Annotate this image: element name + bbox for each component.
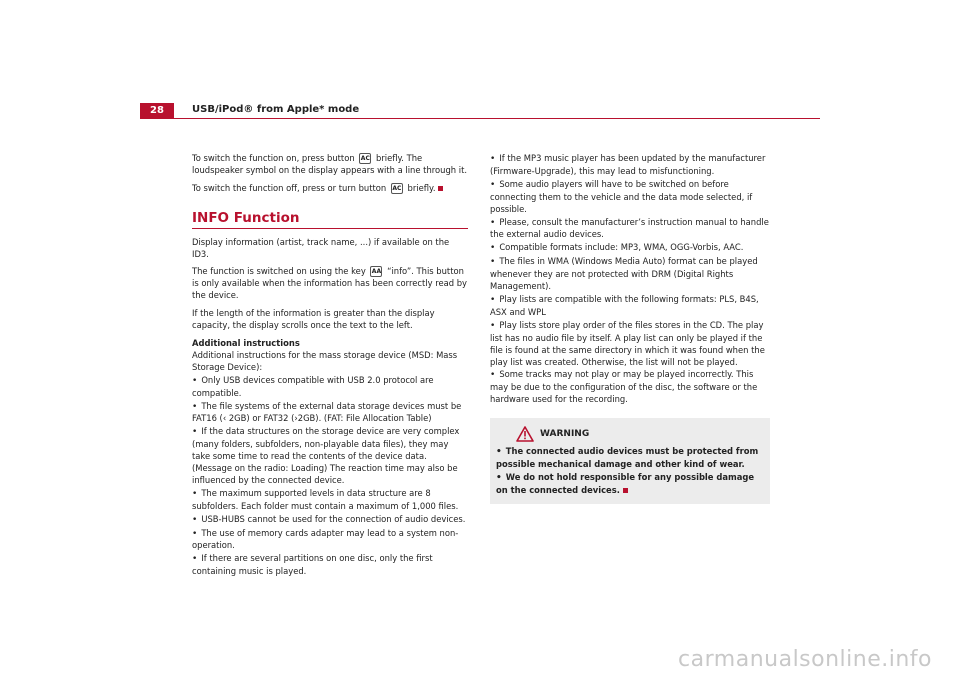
- warning-title: WARNING: [540, 429, 590, 440]
- bullet-icon: •: [192, 401, 198, 412]
- bullet-icon: •: [496, 447, 502, 458]
- list-item: • If the data structures on the storage device are very complex (many folders, subfolders, non-playable data files), they may take some time to read the contents of the device data. (Message on the radio: Loading) The reaction time may also be influenced by the connected device.: [192, 426, 460, 485]
- section-title: INFO Function: [192, 213, 468, 229]
- list-item: • Some tracks may not play or may be played incorrectly. This may be due to the configuration of the disc, the software or the hardware used for the recording.: [490, 369, 758, 405]
- list-item: • The file systems of the external data storage devices must be FAT16 (‹ 2GB) or FAT32 (›2GB). (FAT: File Allocation Table): [192, 400, 462, 424]
- page-number: 28: [140, 103, 174, 119]
- list-item: • If there are several partitions on one disc, only the first containing music is played.: [192, 553, 433, 577]
- warning-header: [496, 426, 764, 446]
- list-item: • Compatible formats include: MP3, WMA, OGG-Vorbis, AAC.: [490, 242, 744, 254]
- list-item: • USB-HUBS cannot be used for the connection of audio devices.: [192, 513, 466, 525]
- left-bullet-list: [192, 375, 468, 579]
- bullet-icon: •: [490, 294, 496, 305]
- page-header: [140, 103, 820, 119]
- list-item: • Play lists store play order of the files stores in the CD. The play list has no audio file by itself. A play list can only be played if the file is found at the same directory in which it was found when the play list was created. Otherwise, the list will not be played.: [490, 319, 765, 367]
- info-paragraph: If the length of the information is greater than the display capacity, the display scrolls once the text to the left.: [192, 308, 435, 331]
- watermark: carmanualsonline.info: [678, 647, 932, 672]
- end-square-icon: [438, 186, 443, 191]
- intro-switch-off: To switch the function off, press or turn button AC briefly.: [192, 183, 468, 195]
- list-item: • Play lists are compatible with the following formats: PLS, B4S, ASX and WPL: [490, 293, 759, 317]
- key-aa-icon: AA: [371, 268, 382, 276]
- info-paragraph: Display information (artist, track name, ...) if available on the ID3.: [192, 236, 450, 259]
- warning-box: [490, 418, 770, 504]
- key-ac-icon: AC: [360, 155, 370, 162]
- bullet-icon: •: [490, 179, 496, 190]
- additional-intro: Additional instructions for the mass storage device (MSD: Mass Storage Device):: [192, 349, 458, 372]
- list-item: • Please, consult the manufacturer’s instruction manual to handle the external audio devices.: [490, 216, 769, 240]
- list-item: • The use of memory cards adapter may lead to a system non-operation.: [192, 527, 459, 551]
- bullet-icon: •: [490, 370, 496, 381]
- list-item: • If the MP3 music player has been updated by the manufacturer (Firmware-Upgrade), this may lead to misfunctioning.: [490, 153, 766, 176]
- key-ac-icon: AC: [392, 184, 402, 192]
- left-column: [192, 153, 468, 579]
- warning-list: [496, 446, 764, 497]
- bullet-icon: •: [490, 154, 496, 164]
- bullet-icon: •: [496, 472, 502, 483]
- intro-switch-on: To switch the function on, press button AC briefly. The loudspeaker symbol on the display appears with a line through it.: [192, 153, 468, 175]
- list-item: • Only USB devices compatible with USB 2.0 protocol are compatible.: [192, 374, 434, 398]
- bullet-icon: •: [192, 488, 198, 499]
- right-bullet-list: [490, 153, 770, 406]
- bullet-icon: •: [192, 375, 198, 386]
- bullet-icon: •: [490, 217, 496, 228]
- header-rule: [174, 118, 820, 119]
- bullet-icon: •: [490, 320, 496, 331]
- bullet-icon: •: [192, 427, 198, 438]
- list-item: • Some audio players will have to be switched on before connecting them to the vehicle and the data mode selected, if possible.: [490, 178, 753, 214]
- bullet-icon: •: [192, 514, 198, 525]
- bullet-icon: •: [192, 528, 198, 539]
- end-square-icon: [623, 488, 628, 493]
- additional-heading: Additional instructions: [192, 337, 300, 348]
- warning-triangle-icon: [516, 426, 534, 442]
- right-column: [490, 153, 770, 504]
- list-item: • The connected audio devices must be protected from possible mechanical damage and other kind of wear.: [496, 446, 759, 470]
- list-item: • The maximum supported levels in data structure are 8 subfolders. Each folder must contain a maximum of 1,000 files.: [192, 487, 459, 511]
- bullet-icon: •: [490, 257, 496, 268]
- bullet-icon: •: [192, 554, 198, 565]
- list-item: • The files in WMA (Windows Media Auto) format can be played whenever they are not protected with DRM (Digital Rights Management).: [490, 256, 758, 292]
- header-title: USB/iPod® from Apple* mode: [192, 104, 360, 115]
- info-paragraph: The function is switched on using the key AA “info”. This button is only available when the information has been correctly read by the device.: [192, 266, 467, 301]
- list-item: • We do not hold responsible for any possible damage on the connected devices.: [496, 471, 755, 495]
- bullet-icon: •: [490, 243, 496, 254]
